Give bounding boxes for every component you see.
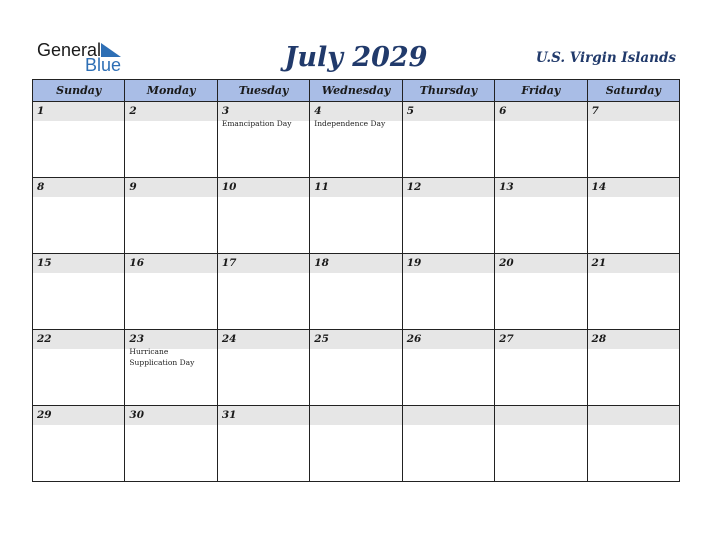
day-number: 24 [218,330,309,349]
calendar-grid [32,79,680,482]
weekday-header: Tuesday [217,80,309,102]
day-number: 11 [310,178,401,197]
day-cell [587,406,679,482]
day-cell [495,102,587,178]
day-number: 9 [125,178,216,197]
weekday-header-row [33,80,680,102]
day-number [588,406,679,425]
day-cell [495,330,587,406]
week-row [33,330,680,406]
day-cell [217,330,309,406]
calendar-title: July 2029 [284,42,428,73]
holiday-label: Hurricane Supplication Day [129,347,195,367]
holiday-label: Emancipation Day [221,119,292,128]
day-cell [402,102,494,178]
day-cell [125,178,217,254]
day-cell [125,330,217,406]
day-cell [402,330,494,406]
day-cell [310,178,402,254]
day-cell [217,254,309,330]
week-row [33,254,680,330]
day-cell [495,178,587,254]
day-number: 26 [403,330,494,349]
day-number: 20 [495,254,586,273]
day-number: 29 [33,406,124,425]
day-cell [402,178,494,254]
day-number: 30 [125,406,216,425]
day-number: 19 [403,254,494,273]
weekday-header: Saturday [587,80,679,102]
day-number: 17 [218,254,309,273]
day-cell [587,178,679,254]
day-number: 14 [588,178,679,197]
day-cell [125,406,217,482]
weekday-header: Wednesday [310,80,402,102]
day-number: 12 [403,178,494,197]
day-number [310,406,401,425]
day-cell [33,254,125,330]
day-number: 31 [218,406,309,425]
holiday-label: Independence Day [314,119,386,128]
week-row [33,406,680,482]
day-cell [587,102,679,178]
day-number: 25 [310,330,401,349]
week-row [33,178,680,254]
day-cell [310,254,402,330]
logo-text-blue: Blue [85,55,122,75]
day-number: 8 [33,178,124,197]
day-number: 10 [218,178,309,197]
day-number: 22 [33,330,124,349]
day-number: 28 [588,330,679,349]
day-number: 21 [588,254,679,273]
day-cell [587,330,679,406]
day-cell [402,406,494,482]
day-number: 18 [310,254,401,273]
weekday-header: Thursday [402,80,494,102]
day-number: 16 [125,254,216,273]
day-number: 2 [125,102,216,121]
day-cell [217,406,309,482]
day-number: 27 [495,330,586,349]
day-cell [33,330,125,406]
weekday-header: Friday [495,80,587,102]
week-row [33,102,680,178]
day-cell [125,254,217,330]
day-cell [587,254,679,330]
day-number: 13 [495,178,586,197]
day-number: 6 [495,102,586,121]
logo-text-general: General [37,40,102,60]
day-cell [495,406,587,482]
day-cell [310,330,402,406]
day-number: 5 [403,102,494,121]
day-cell [310,102,402,178]
day-number [495,406,586,425]
day-cell [495,254,587,330]
day-number: 15 [33,254,124,273]
weekday-header: Monday [125,80,217,102]
day-number: 4 [310,102,401,121]
day-cell [217,102,309,178]
day-cell [33,406,125,482]
region-name: U.S. Virgin Islands [535,50,676,66]
day-cell [125,102,217,178]
day-number: 1 [33,102,124,121]
day-cell [402,254,494,330]
day-number: 3 [218,102,309,121]
day-cell [33,102,125,178]
day-cell [217,178,309,254]
day-cell [310,406,402,482]
weekday-header: Sunday [33,80,125,102]
day-number [403,406,494,425]
day-cell [33,178,125,254]
day-number: 7 [588,102,679,121]
day-number: 23 [125,330,216,349]
